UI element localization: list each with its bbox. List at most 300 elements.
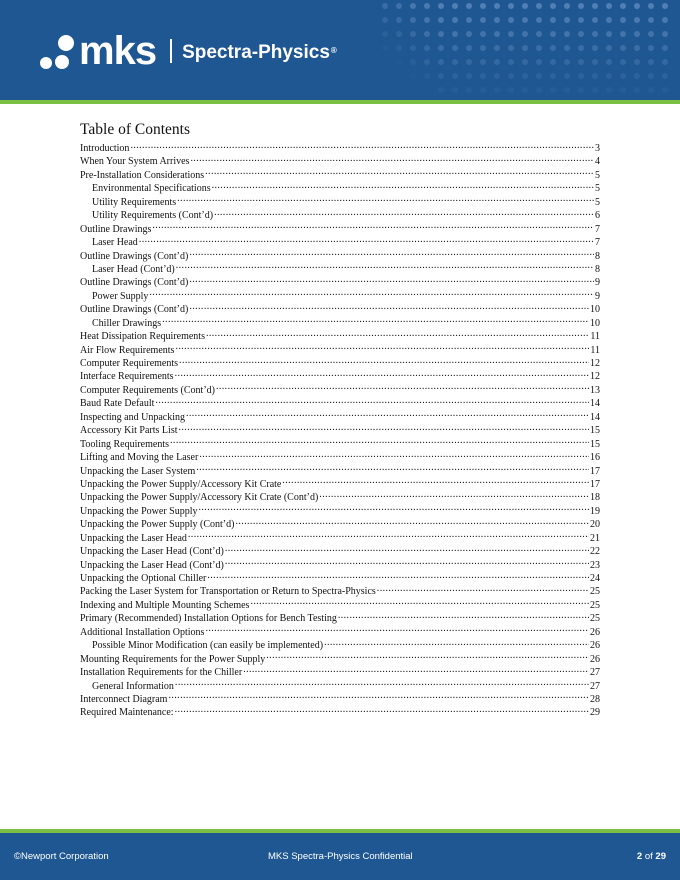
header-dot xyxy=(522,87,528,93)
toc-dot-leader xyxy=(266,652,589,662)
toc-dot-leader xyxy=(216,383,589,393)
header-dot xyxy=(508,31,514,37)
header-dot xyxy=(396,31,402,37)
header-dot xyxy=(564,3,570,9)
header-dot xyxy=(480,45,486,51)
header-dot xyxy=(522,73,528,79)
toc-entry-label: Utility Requirements xyxy=(92,196,177,208)
toc-entry-label: Unpacking the Power Supply/Accessory Kit Crate (Cont’d) xyxy=(80,492,319,504)
toc-entry-label: Installation Requirements for the Chiller xyxy=(80,667,243,679)
header-dot xyxy=(522,31,528,37)
header-dot xyxy=(662,45,668,51)
header-dot xyxy=(634,59,640,65)
toc-dot-leader xyxy=(212,181,594,191)
toc-entry-page: 17 xyxy=(590,465,600,477)
toc-entry-page: 7 xyxy=(595,237,600,249)
toc-entry[interactable] xyxy=(80,477,600,490)
toc-entry[interactable] xyxy=(80,450,600,463)
header-dot xyxy=(494,17,500,23)
header-dot xyxy=(452,87,458,93)
toc-entry-label: Heat Dissipation Requirements xyxy=(80,331,205,343)
header-dot xyxy=(536,73,542,79)
header-dot xyxy=(438,3,444,9)
header-dot xyxy=(536,59,542,65)
header-dot xyxy=(648,3,654,9)
header-dot xyxy=(592,45,598,51)
toc-entry[interactable] xyxy=(80,571,600,584)
toc-dot-leader xyxy=(175,679,589,689)
toc-entry[interactable] xyxy=(80,423,600,436)
header-dot xyxy=(564,31,570,37)
page-header xyxy=(0,0,680,100)
toc-entry-page: 22 xyxy=(590,546,600,558)
toc-entry-page: 25 xyxy=(590,586,600,598)
toc-entry-page: 14 xyxy=(590,411,600,423)
header-dot xyxy=(536,17,542,23)
toc-entry-label: Tooling Requirements xyxy=(80,438,170,450)
header-dot xyxy=(438,73,444,79)
toc-entry-page: 9 xyxy=(595,290,600,302)
header-dot xyxy=(424,17,430,23)
toc-entry-page: 25 xyxy=(590,599,600,611)
toc-entry[interactable] xyxy=(80,692,600,705)
toc-entry-page: 16 xyxy=(590,452,600,464)
toc-entry-label: Lifting and Moving the Laser xyxy=(80,452,199,464)
header-dot xyxy=(620,87,626,93)
toc-entry-label: Outline Drawings (Cont’d) xyxy=(80,277,189,289)
header-dot xyxy=(410,45,416,51)
toc-entry-page: 23 xyxy=(590,559,600,571)
header-dot xyxy=(620,73,626,79)
header-dot xyxy=(536,31,542,37)
header-dot xyxy=(508,3,514,9)
header-dot xyxy=(578,17,584,23)
header-dot xyxy=(550,31,556,37)
header-dot xyxy=(508,87,514,93)
toc-entry-label: Outline Drawings (Cont’d) xyxy=(80,250,189,262)
header-dot xyxy=(466,31,472,37)
toc-entry-label: General Information xyxy=(92,680,174,692)
header-dot xyxy=(620,59,626,65)
toc-entry[interactable] xyxy=(80,531,600,544)
toc-entry-page: 8 xyxy=(595,263,600,275)
header-dot xyxy=(410,31,416,37)
header-dot xyxy=(410,59,416,65)
header-dot xyxy=(634,3,640,9)
toc-entry[interactable] xyxy=(80,504,600,517)
toc-entry-page: 5 xyxy=(595,196,600,208)
header-dot xyxy=(606,31,612,37)
header-dot xyxy=(648,17,654,23)
toc-entry-page: 8 xyxy=(595,250,600,262)
toc-entry-label: Computer Requirements xyxy=(80,358,179,369)
header-dot xyxy=(480,31,486,37)
header-dot xyxy=(634,45,640,51)
toc-entry[interactable] xyxy=(80,437,600,450)
toc-entry-label: Unpacking the Laser Head (Cont’d) xyxy=(80,559,224,571)
header-dot xyxy=(522,59,528,65)
header-dot xyxy=(578,31,584,37)
toc-entry[interactable] xyxy=(80,652,600,665)
toc-entry-page: 14 xyxy=(590,398,600,410)
toc-entry[interactable] xyxy=(80,289,600,302)
header-dot xyxy=(648,87,654,93)
toc-entry-label: Unpacking the Optional Chiller xyxy=(80,573,207,584)
toc-dot-leader xyxy=(179,356,589,366)
header-dot xyxy=(438,17,444,23)
header-dot xyxy=(550,3,556,9)
header-dot xyxy=(508,17,514,23)
toc-entry[interactable] xyxy=(80,343,600,356)
header-dot xyxy=(438,45,444,51)
toc-entry[interactable] xyxy=(80,208,600,221)
header-dot xyxy=(634,17,640,23)
toc-dot-leader xyxy=(186,410,589,420)
toc-dot-leader xyxy=(199,504,590,514)
header-dot xyxy=(606,45,612,51)
header-dot xyxy=(620,45,626,51)
header-dot xyxy=(452,17,458,23)
header-dot xyxy=(480,3,486,9)
toc-entry-label: Laser Head (Cont’d) xyxy=(92,263,175,275)
toc-entry-page: 19 xyxy=(590,505,600,517)
toc-entry-label: Unpacking the Laser Head (Cont’d) xyxy=(80,546,224,558)
toc-dot-leader xyxy=(152,222,594,232)
header-dot xyxy=(578,73,584,79)
header-dot xyxy=(662,87,668,93)
toc-dot-leader xyxy=(319,490,589,500)
toc-entry-page: 18 xyxy=(590,492,600,504)
footer-confidential: MKS Spectra-Physics Confidential xyxy=(268,851,413,862)
toc-dot-leader xyxy=(377,584,589,594)
toc-entry-label: Interface Requirements xyxy=(80,371,174,383)
toc-dot-leader xyxy=(190,154,594,164)
toc-entry-page: 6 xyxy=(595,210,600,222)
toc-dot-leader xyxy=(170,437,589,447)
header-dot xyxy=(578,59,584,65)
toc-entry-page: 9 xyxy=(595,277,600,289)
toc-dot-leader xyxy=(179,423,590,433)
toc-entry-page: 10 xyxy=(590,304,600,316)
header-dot xyxy=(382,3,388,9)
toc-dot-leader xyxy=(282,477,589,487)
toc-dot-leader xyxy=(338,611,589,621)
toc-entry[interactable] xyxy=(80,383,600,396)
toc-entry-page: 10 xyxy=(590,317,600,329)
toc-entry[interactable] xyxy=(80,154,600,167)
toc-entry[interactable] xyxy=(80,544,600,557)
header-dot xyxy=(662,17,668,23)
toc-entry-page: 26 xyxy=(590,653,600,665)
toc-entry-page: 11 xyxy=(590,344,600,356)
toc-entry-label: Interconnect Diagram xyxy=(80,693,168,705)
toc-entry[interactable] xyxy=(80,329,600,342)
header-dot xyxy=(508,59,514,65)
header-dot xyxy=(494,87,500,93)
toc-entry-label: Chiller Drawings xyxy=(92,317,162,329)
header-dot xyxy=(452,3,458,9)
header-dot xyxy=(550,73,556,79)
header-dot xyxy=(522,45,528,51)
toc-entry[interactable] xyxy=(80,235,600,248)
header-dot xyxy=(550,87,556,93)
header-dot xyxy=(410,73,416,79)
toc-dot-leader xyxy=(168,692,589,702)
header-dot xyxy=(578,45,584,51)
toc-entry-page: 26 xyxy=(590,626,600,638)
header-dot xyxy=(452,45,458,51)
header-dot xyxy=(592,31,598,37)
header-dot xyxy=(382,31,388,37)
toc-entry[interactable] xyxy=(80,464,600,477)
footer-page-number: 2 of 29 xyxy=(636,851,666,862)
toc-entry[interactable] xyxy=(80,316,600,329)
toc-entry[interactable] xyxy=(80,679,600,692)
toc-dot-leader xyxy=(130,141,594,151)
toc-dot-leader xyxy=(324,638,589,648)
header-dot xyxy=(396,59,402,65)
toc-entry-label: Unpacking the Laser System xyxy=(80,465,196,477)
mks-spectra-physics-logo xyxy=(40,28,337,74)
toc-title: Table of Contents xyxy=(80,121,190,138)
toc-entry-page: 12 xyxy=(590,371,600,383)
header-dot xyxy=(662,59,668,65)
toc-dot-leader xyxy=(175,369,589,379)
header-dot xyxy=(424,31,430,37)
toc-entry[interactable] xyxy=(80,665,600,678)
header-dot xyxy=(522,17,528,23)
header-dot xyxy=(410,17,416,23)
header-dot xyxy=(466,3,472,9)
header-dot xyxy=(508,73,514,79)
header-dot xyxy=(480,17,486,23)
toc-entry[interactable] xyxy=(80,705,600,718)
toc-entry[interactable] xyxy=(80,369,600,382)
toc-entry-label: Unpacking the Power Supply xyxy=(80,505,198,517)
toc-entry[interactable] xyxy=(80,249,600,262)
header-dot xyxy=(396,3,402,9)
toc-entry[interactable] xyxy=(80,195,600,208)
toc-dot-leader xyxy=(188,531,589,541)
toc-entry[interactable] xyxy=(80,396,600,409)
toc-entry[interactable] xyxy=(80,275,600,288)
toc-entry-label: Laser Head xyxy=(92,237,138,249)
toc-dot-leader xyxy=(205,168,594,178)
toc-entry-label: Required Maintenance: xyxy=(80,707,174,719)
toc-dot-leader xyxy=(199,450,589,460)
header-dot xyxy=(578,87,584,93)
toc-entry-label: Primary (Recommended) Installation Options for Bench Testing xyxy=(80,613,337,625)
toc-entry[interactable] xyxy=(80,638,600,651)
header-dot xyxy=(592,73,598,79)
header-dot xyxy=(620,31,626,37)
toc-dot-leader xyxy=(225,558,589,568)
header-dot xyxy=(606,17,612,23)
header-dot xyxy=(480,73,486,79)
table-of-contents xyxy=(80,120,600,719)
toc-entry-page: 27 xyxy=(590,680,600,692)
toc-dot-leader xyxy=(175,343,589,353)
header-dot xyxy=(494,59,500,65)
header-dot xyxy=(494,73,500,79)
toc-dot-leader xyxy=(250,598,589,608)
header-dot xyxy=(494,3,500,9)
toc-dot-leader xyxy=(175,705,589,715)
toc-entry-page: 15 xyxy=(590,425,600,437)
toc-dot-leader xyxy=(205,625,589,635)
toc-entry[interactable] xyxy=(80,611,600,624)
toc-dot-leader xyxy=(189,275,594,285)
header-dot xyxy=(564,87,570,93)
header-dot xyxy=(648,73,654,79)
header-dot xyxy=(564,59,570,65)
header-dot xyxy=(494,31,500,37)
toc-entry[interactable] xyxy=(80,141,600,154)
header-dot xyxy=(424,3,430,9)
toc-entry-label: Utility Requirements (Cont’d) xyxy=(92,210,214,222)
page-footer xyxy=(0,833,680,880)
toc-entry-label: Additional Installation Options xyxy=(80,626,205,638)
toc-entry[interactable] xyxy=(80,410,600,423)
footer-copyright: ©Newport Corporation xyxy=(14,851,109,862)
toc-dot-leader xyxy=(177,195,594,205)
toc-entry-page: 12 xyxy=(590,358,600,369)
header-dot xyxy=(662,31,668,37)
toc-entry-page: 5 xyxy=(595,169,600,181)
header-dot xyxy=(452,59,458,65)
toc-entry-label: Air Flow Requirements xyxy=(80,344,175,356)
header-dot xyxy=(606,3,612,9)
toc-dot-leader xyxy=(162,316,589,326)
toc-entry-page: 11 xyxy=(590,331,600,343)
header-dot xyxy=(620,17,626,23)
toc-entry-page: 24 xyxy=(590,573,600,584)
toc-entry-page: 27 xyxy=(590,667,600,679)
header-dot xyxy=(564,73,570,79)
toc-entry-label: Baud Rate Default xyxy=(80,398,155,410)
header-dot xyxy=(536,45,542,51)
header-dot xyxy=(550,59,556,65)
header-dot xyxy=(438,87,444,93)
header-dot xyxy=(648,59,654,65)
toc-dot-leader xyxy=(207,571,589,581)
header-dot xyxy=(634,31,640,37)
toc-dot-leader xyxy=(214,208,594,218)
logo-brand-text: Spectra-Physics® xyxy=(182,42,337,63)
toc-entry[interactable] xyxy=(80,517,600,530)
header-dot xyxy=(382,17,388,23)
header-dot xyxy=(662,73,668,79)
header-dot xyxy=(396,17,402,23)
header-accent-stripe xyxy=(0,100,680,104)
toc-dot-leader xyxy=(149,289,594,299)
header-dot xyxy=(466,45,472,51)
header-dot xyxy=(564,45,570,51)
header-dot xyxy=(592,87,598,93)
toc-entry[interactable] xyxy=(80,584,600,597)
header-dot xyxy=(550,17,556,23)
header-dot xyxy=(438,59,444,65)
logo-divider xyxy=(170,39,172,63)
header-dot xyxy=(508,45,514,51)
toc-entry-label: Unpacking the Laser Head xyxy=(80,532,187,544)
toc-dot-leader xyxy=(206,329,589,339)
header-dot xyxy=(466,87,472,93)
toc-entry-label: Possible Minor Modification (can easily be implemented) xyxy=(92,640,324,652)
header-dot xyxy=(550,45,556,51)
header-dot xyxy=(606,59,612,65)
toc-entry-label: Outline Drawings xyxy=(80,223,152,235)
header-dot xyxy=(606,87,612,93)
header-dot xyxy=(592,59,598,65)
header-dot xyxy=(634,87,640,93)
header-dot xyxy=(438,31,444,37)
toc-entry-label: Power Supply xyxy=(92,290,149,302)
toc-entry[interactable] xyxy=(80,490,600,503)
header-dot xyxy=(592,17,598,23)
toc-entry-page: 7 xyxy=(595,223,600,235)
toc-entry[interactable] xyxy=(80,302,600,315)
registered-mark: ® xyxy=(330,46,337,55)
header-dot xyxy=(536,87,542,93)
header-dot xyxy=(452,31,458,37)
header-dot xyxy=(424,73,430,79)
toc-entry[interactable] xyxy=(80,625,600,638)
toc-entry[interactable] xyxy=(80,262,600,275)
header-dot xyxy=(494,45,500,51)
toc-entry-page: 3 xyxy=(595,143,600,154)
toc-entry-page: 20 xyxy=(590,519,600,531)
toc-entry-page: 26 xyxy=(590,640,600,652)
header-dot xyxy=(424,45,430,51)
toc-entry-label: Pre-Installation Considerations xyxy=(80,169,205,181)
toc-entry-page: 21 xyxy=(590,532,600,544)
header-dot xyxy=(480,87,486,93)
toc-entry[interactable] xyxy=(80,558,600,571)
header-dot xyxy=(564,17,570,23)
header-dot xyxy=(522,3,528,9)
toc-dot-leader xyxy=(225,544,589,554)
toc-entry-label: Indexing and Multiple Mounting Schemes xyxy=(80,599,250,611)
toc-entry-label: Outline Drawings (Cont’d) xyxy=(80,304,189,316)
toc-entry[interactable] xyxy=(80,222,600,235)
toc-entry-page: 15 xyxy=(590,438,600,450)
toc-dot-leader xyxy=(243,665,589,675)
toc-entry-label: Introduction xyxy=(80,143,130,154)
header-dot xyxy=(480,59,486,65)
toc-entry-page: 28 xyxy=(590,693,600,705)
toc-entry-label: Inspecting and Unpacking xyxy=(80,411,185,423)
header-dot xyxy=(466,73,472,79)
toc-dot-leader xyxy=(155,396,589,406)
toc-entry[interactable] xyxy=(80,181,600,194)
toc-entry[interactable] xyxy=(80,168,600,181)
toc-entry-label: Accessory Kit Parts List xyxy=(80,425,178,437)
toc-entry-label: Unpacking the Power Supply/Accessory Kit Crate xyxy=(80,478,282,490)
toc-entry-label: Packing the Laser System for Transportation or Return to Spectra-Physics xyxy=(80,586,376,598)
header-dot xyxy=(424,59,430,65)
header-dot xyxy=(592,3,598,9)
toc-entry-page: 29 xyxy=(590,707,600,719)
toc-entry[interactable] xyxy=(80,598,600,611)
toc-entry[interactable] xyxy=(80,356,600,369)
header-dot xyxy=(536,3,542,9)
toc-list xyxy=(80,141,600,719)
toc-dot-leader xyxy=(196,464,589,474)
toc-dot-leader xyxy=(235,517,589,527)
toc-dot-leader xyxy=(189,249,594,259)
header-dot xyxy=(466,17,472,23)
